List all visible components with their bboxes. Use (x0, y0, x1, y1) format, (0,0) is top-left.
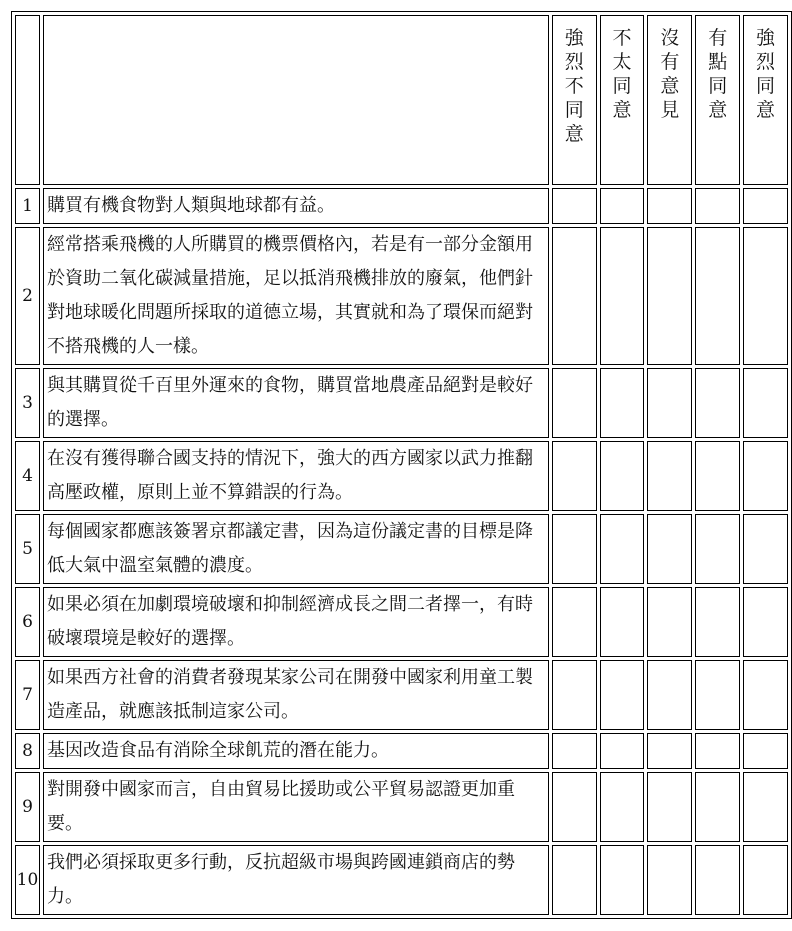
statement-text: 購買有機食物對人類與地球都有益。 (43, 188, 549, 224)
statement-text: 如果西方社會的消費者發現某家公司在開發中國家利用童工製造產品，就應該抵制這家公司。 (43, 660, 549, 730)
row-number: 3 (15, 368, 40, 438)
header-char: 烈 (756, 51, 776, 73)
response-cell-agree[interactable] (695, 772, 740, 842)
response-cell-disagree[interactable] (600, 514, 645, 584)
response-cell-strongly-agree[interactable] (743, 845, 788, 915)
header-char: 意 (708, 99, 728, 121)
response-cell-agree[interactable] (695, 660, 740, 730)
header-char: 強 (756, 27, 776, 49)
header-agree (695, 15, 740, 185)
header-char: 不 (564, 75, 584, 97)
statement-text: 在沒有獲得聯合國支持的情況下，強大的西方國家以武力推翻高壓政權，原則上並不算錯誤的行為。 (43, 441, 549, 511)
table-row (15, 587, 788, 657)
response-cell-neutral[interactable] (647, 845, 692, 915)
response-cell-neutral[interactable] (647, 188, 692, 224)
header-char: 同 (756, 75, 776, 97)
response-cell-disagree[interactable] (600, 368, 645, 438)
table-row (15, 845, 788, 915)
response-cell-strongly-disagree[interactable] (552, 845, 597, 915)
header-disagree (600, 15, 645, 185)
response-cell-strongly-agree[interactable] (743, 368, 788, 438)
header-char: 意 (756, 99, 776, 121)
response-cell-strongly-disagree[interactable] (552, 733, 597, 769)
response-cell-strongly-disagree[interactable] (552, 188, 597, 224)
statement-text: 經常搭乘飛機的人所購買的機票價格內，若是有一部分金額用於資助二氧化碳減量措施，足以抵消飛機排放的廢氣，他們針對地球暖化問題所採取的道德立場，其實就和為了環保而絕對不搭飛機的人一樣。 (43, 227, 549, 365)
table-row (15, 368, 788, 438)
response-cell-strongly-agree[interactable] (743, 733, 788, 769)
header-strongly-disagree (552, 15, 597, 185)
response-cell-strongly-disagree[interactable] (552, 587, 597, 657)
header-number-cell (15, 15, 40, 185)
response-cell-agree[interactable] (695, 514, 740, 584)
header-char: 同 (564, 99, 584, 121)
table-row (15, 227, 788, 365)
statement-text: 每個國家都應該簽署京都議定書，因為這份議定書的目標是降低大氣中溫室氣體的濃度。 (43, 514, 549, 584)
row-number: 1 (15, 188, 40, 224)
statement-text: 與其購買從千百里外運來的食物，購買當地農產品絕對是較好的選擇。 (43, 368, 549, 438)
response-cell-neutral[interactable] (647, 441, 692, 511)
response-cell-agree[interactable] (695, 587, 740, 657)
table-row (15, 772, 788, 842)
response-cell-disagree[interactable] (600, 227, 645, 365)
response-cell-strongly-disagree[interactable] (552, 514, 597, 584)
header-char: 同 (708, 75, 728, 97)
response-cell-neutral[interactable] (647, 733, 692, 769)
response-cell-agree[interactable] (695, 845, 740, 915)
header-char: 強 (564, 27, 584, 49)
row-number: 5 (15, 514, 40, 584)
header-char: 點 (708, 51, 728, 73)
header-char: 烈 (564, 51, 584, 73)
response-cell-strongly-agree[interactable] (743, 188, 788, 224)
response-cell-disagree[interactable] (600, 660, 645, 730)
response-cell-agree[interactable] (695, 188, 740, 224)
header-char: 意 (660, 75, 680, 97)
row-number: 4 (15, 441, 40, 511)
response-cell-strongly-disagree[interactable] (552, 441, 597, 511)
response-cell-agree[interactable] (695, 368, 740, 438)
response-cell-agree[interactable] (695, 227, 740, 365)
response-cell-strongly-agree[interactable] (743, 227, 788, 365)
response-cell-strongly-agree[interactable] (743, 772, 788, 842)
response-cell-strongly-agree[interactable] (743, 587, 788, 657)
response-cell-agree[interactable] (695, 441, 740, 511)
response-cell-disagree[interactable] (600, 441, 645, 511)
statement-text: 如果必須在加劇環境破壞和抑制經濟成長之間二者擇一，有時破壞環境是較好的選擇。 (43, 587, 549, 657)
response-cell-strongly-agree[interactable] (743, 660, 788, 730)
header-char: 見 (660, 99, 680, 121)
table-row (15, 188, 788, 224)
header-char: 沒 (660, 27, 680, 49)
table-row (15, 660, 788, 730)
response-cell-disagree[interactable] (600, 188, 645, 224)
header-char: 同 (612, 75, 632, 97)
response-cell-disagree[interactable] (600, 772, 645, 842)
statement-text: 對開發中國家而言，自由貿易比援助或公平貿易認證更加重要。 (43, 772, 549, 842)
header-char: 太 (612, 51, 632, 73)
row-number: 10 (15, 845, 40, 915)
table-row (15, 514, 788, 584)
header-strongly-agree (743, 15, 788, 185)
response-cell-strongly-disagree[interactable] (552, 227, 597, 365)
response-cell-disagree[interactable] (600, 733, 645, 769)
response-cell-strongly-disagree[interactable] (552, 772, 597, 842)
row-number: 2 (15, 227, 40, 365)
response-cell-neutral[interactable] (647, 514, 692, 584)
statement-text: 基因改造食品有消除全球飢荒的潛在能力。 (43, 733, 549, 769)
header-char: 不 (612, 27, 632, 49)
response-cell-agree[interactable] (695, 733, 740, 769)
row-number: 7 (15, 660, 40, 730)
header-neutral (647, 15, 692, 185)
response-cell-neutral[interactable] (647, 587, 692, 657)
survey-table (11, 11, 792, 919)
header-statement-cell (43, 15, 549, 185)
table-row (15, 733, 788, 769)
response-cell-strongly-disagree[interactable] (552, 368, 597, 438)
header-row (15, 15, 788, 185)
response-cell-strongly-disagree[interactable] (552, 660, 597, 730)
response-cell-disagree[interactable] (600, 587, 645, 657)
header-char: 有 (708, 27, 728, 49)
response-cell-neutral[interactable] (647, 368, 692, 438)
header-char: 有 (660, 51, 680, 73)
statement-text: 我們必須採取更多行動，反抗超級市場與跨國連鎖商店的勢力。 (43, 845, 549, 915)
response-cell-disagree[interactable] (600, 845, 645, 915)
row-number: 8 (15, 733, 40, 769)
response-cell-strongly-agree[interactable] (743, 514, 788, 584)
table-row (15, 441, 788, 511)
response-cell-neutral[interactable] (647, 227, 692, 365)
response-cell-neutral[interactable] (647, 772, 692, 842)
header-char: 意 (564, 123, 584, 145)
row-number: 6 (15, 587, 40, 657)
header-char: 意 (612, 99, 632, 121)
response-cell-strongly-agree[interactable] (743, 441, 788, 511)
response-cell-neutral[interactable] (647, 660, 692, 730)
row-number: 9 (15, 772, 40, 842)
